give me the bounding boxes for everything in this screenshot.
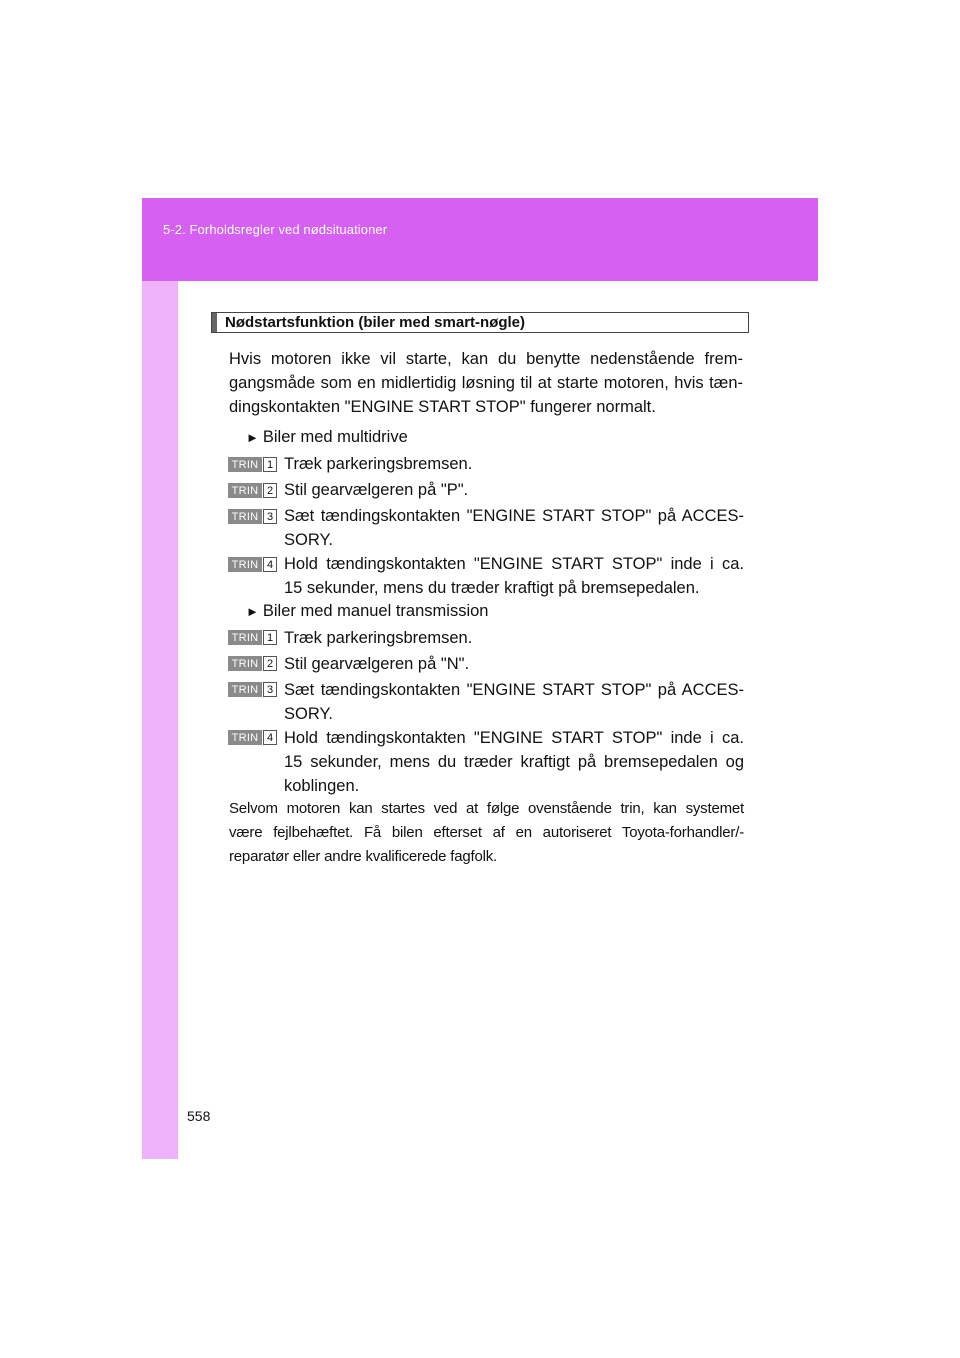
step-label: TRIN — [228, 457, 262, 472]
step-line: 15 sekunder, mens du træder kraftigt på bremsepedalen og — [284, 753, 744, 771]
intro-paragraph — [229, 347, 743, 419]
step-badge — [228, 682, 278, 697]
step-label: TRIN — [228, 557, 262, 572]
header-band — [142, 198, 818, 281]
triangle-right-icon: ► — [246, 430, 259, 445]
page-number: 558 — [187, 1108, 211, 1124]
step-text — [284, 452, 744, 476]
note-paragraph — [229, 797, 744, 869]
step-badge — [228, 457, 278, 472]
step-badge — [228, 656, 278, 671]
step-text — [284, 652, 744, 676]
step-number: 3 — [263, 509, 277, 524]
step-line: Træk parkeringsbremsen. — [284, 629, 473, 647]
step-line: Sæt tændingskontakten "ENGINE START STOP" på ACCES- — [284, 507, 744, 525]
step-number: 4 — [263, 557, 277, 572]
step-text — [284, 552, 744, 600]
intro-line: Hvis motoren ikke vil starte, kan du benytte nedenstående frem- — [229, 350, 743, 368]
step-badge — [228, 509, 278, 524]
step-number: 1 — [263, 630, 277, 645]
note-line: Selvom motoren kan startes ved at følge ovenstående trin, kan systemet — [229, 800, 744, 817]
subheading-marker — [212, 313, 217, 332]
step-text — [284, 478, 744, 502]
step-number: 2 — [263, 483, 277, 498]
intro-line: dingskontakten "ENGINE START STOP" fungerer normalt. — [229, 398, 656, 416]
note-line: reparatør eller andre kvalificerede fagfolk. — [229, 848, 497, 865]
step-line: Træk parkeringsbremsen. — [284, 455, 473, 473]
step-badge — [228, 730, 278, 745]
step-badge — [228, 557, 278, 572]
step-line: SORY. — [284, 705, 333, 723]
step-number: 1 — [263, 457, 277, 472]
step-line: Stil gearvælgeren på "N". — [284, 655, 470, 673]
triangle-right-icon: ► — [246, 604, 259, 619]
step-line: koblingen. — [284, 777, 360, 795]
step-text — [284, 626, 744, 650]
step-text — [284, 678, 744, 726]
step-badge — [228, 483, 278, 498]
step-line: SORY. — [284, 531, 333, 549]
subheading-box — [211, 312, 749, 333]
side-band — [142, 281, 178, 1159]
step-text — [284, 726, 744, 798]
bullet-title: Biler med manuel transmission — [262, 602, 489, 620]
step-number: 3 — [263, 682, 277, 697]
section-title: 5-2. Forholdsregler ved nødsituationer — [163, 222, 388, 237]
step-badge — [228, 630, 278, 645]
step-label: TRIN — [228, 682, 262, 697]
step-label: TRIN — [228, 656, 262, 671]
step-label: TRIN — [228, 630, 262, 645]
note-line: være fejlbehæftet. Få bilen efterset af en autoriseret Toyota-forhandler/- — [229, 824, 744, 841]
step-line: Hold tændingskontakten "ENGINE START STOP" inde i ca. — [284, 729, 744, 747]
step-number: 2 — [263, 656, 277, 671]
step-label: TRIN — [228, 509, 262, 524]
bullet-multidrive — [246, 428, 408, 447]
step-line: Hold tændingskontakten "ENGINE START STOP" inde i ca. — [284, 555, 744, 573]
bullet-title: Biler med multidrive — [262, 428, 408, 446]
step-text — [284, 504, 744, 552]
step-line: Sæt tændingskontakten "ENGINE START STOP" på ACCES- — [284, 681, 744, 699]
bullet-manual — [246, 602, 488, 621]
step-number: 4 — [263, 730, 277, 745]
step-label: TRIN — [228, 730, 262, 745]
step-line: 15 sekunder, mens du træder kraftigt på bremsepedalen. — [284, 579, 700, 597]
subheading-title: Nødstartsfunktion (biler med smart-nøgle) — [225, 314, 526, 331]
step-label: TRIN — [228, 483, 262, 498]
step-line: Stil gearvælgeren på "P". — [284, 481, 469, 499]
intro-line: gangsmåde som en midlertidig løsning til at starte motoren, hvis tæn- — [229, 374, 743, 392]
